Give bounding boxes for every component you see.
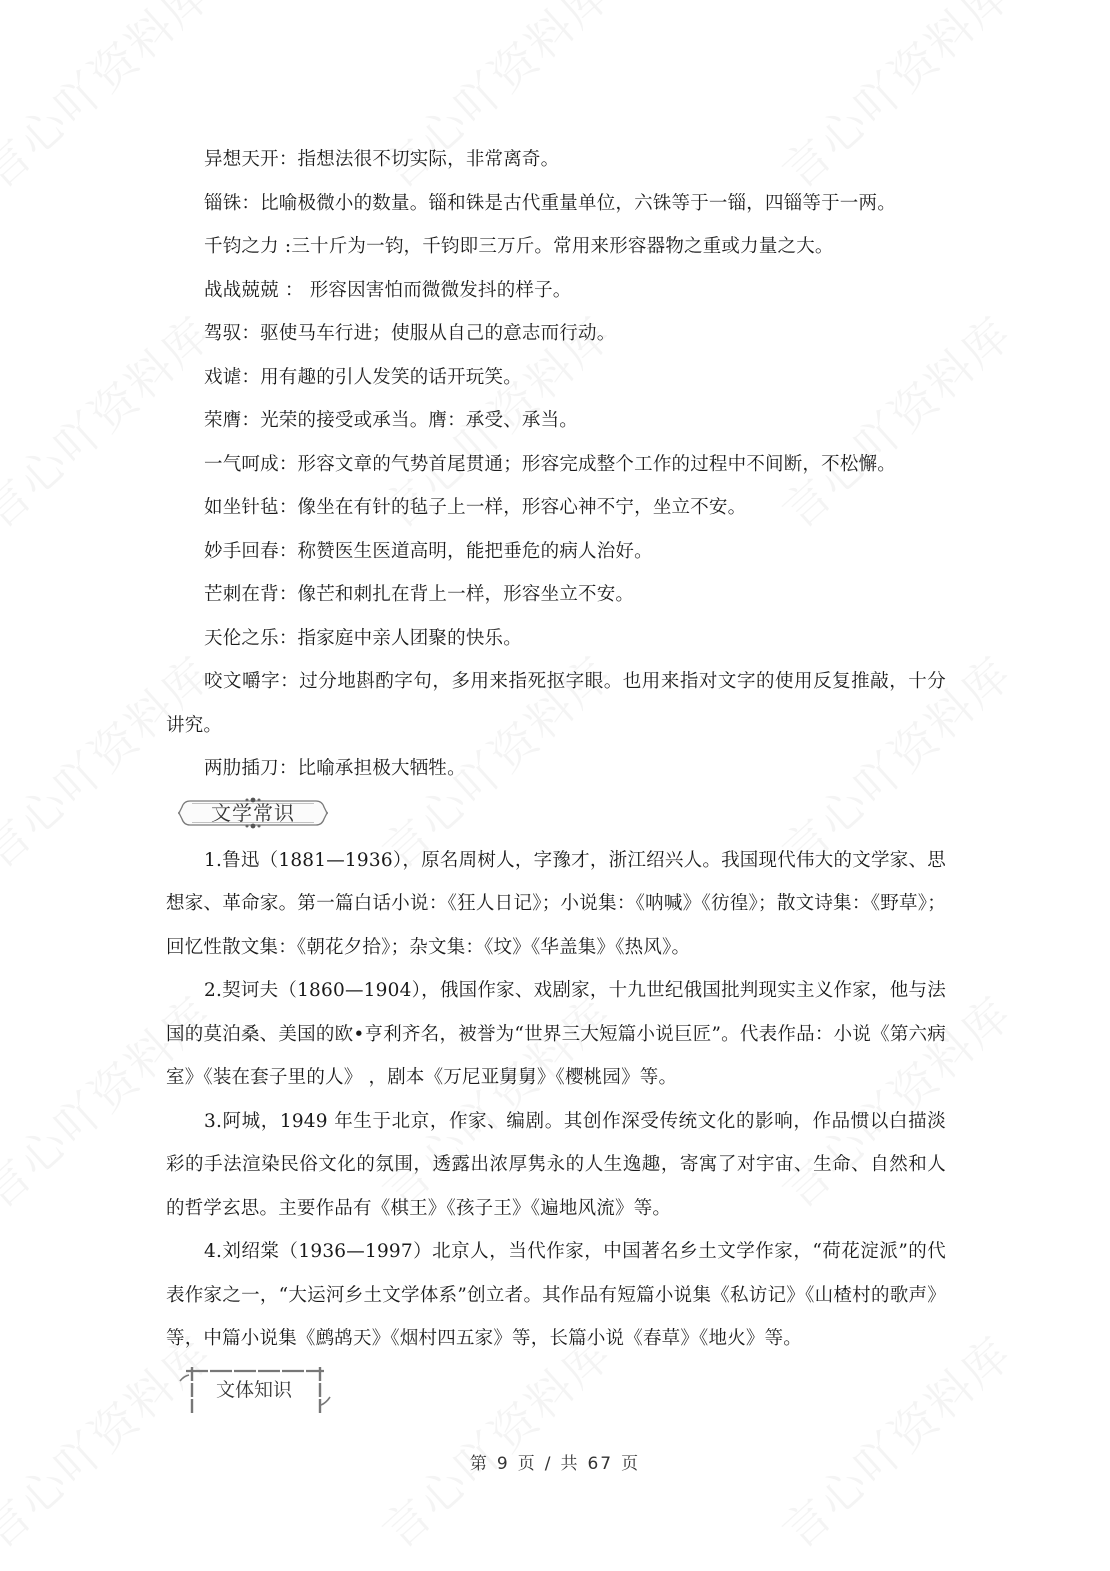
- bamboo-frame-banner: [174, 1367, 334, 1417]
- vocab-term: 驾驭: [204, 323, 242, 344]
- section-heading-literary-knowledge: [166, 791, 946, 839]
- vocab-definition: 用有趣的引人发笑的话开玩笑。: [260, 366, 522, 388]
- vocab-definition: 指家庭中亲人团聚的快乐。: [297, 627, 522, 649]
- vocab-term: 咬文嚼字: [204, 671, 281, 692]
- vocab-item: 异想天开：指想法很不切实际，非常离奇。: [204, 149, 560, 170]
- total-page-count: 67: [587, 1454, 614, 1474]
- author-entry: 2.契诃夫（1860—1904），俄国作家、戏剧家，十九世纪俄国批判现实主义作家，他与法国的莫泊桑、美国的欧•亨利齐名，被誉为“世界三大短篇小说巨匠”。代表作品：小说《第六病室》《装在套子里的人》 ，剧本《万尼亚舅舅》《樱桃园》等。: [166, 980, 946, 1088]
- author-entry: 4.刘绍棠（1936—1997）北京人，当代作家，中国著名乡土文学作家，“荷花淀派”的代表作家之一，“大运河乡土文学体系”创立者。其作品有短篇小说集《私访记》《山楂村的歌声》等，中篇小说集《鹧鸪天》《烟村四五家》等，长篇小说《春草》《地火》等。: [166, 1241, 946, 1349]
- vocab-item: 两肋插刀：比喻承担极大牺牲。: [204, 758, 466, 779]
- ornate-banner: [178, 797, 328, 829]
- vocab-definition: 称赞医生医道高明，能把垂危的病人治好。: [297, 540, 653, 562]
- author-entry: 3.阿城，1949 年生于北京，作家、编剧。其创作深受传统文化的影响，作品惯以白描淡彩的手法渲染民俗文化的氛围，透露出浓厚隽永的人生逸趣，寄寓了对宇宙、生命、自然和人的哲学玄思。主要作品有《棋王》《孩子王》《遍地风流》等。: [166, 1110, 946, 1219]
- vocab-term: 荣膺: [204, 410, 242, 431]
- vocab-item: 千钧之力 :三十斤为一钧，千钧即三万斤。常用来形容器物之重或力量之大。: [204, 236, 834, 257]
- vocab-definition: 过分地斟酌字句，多用来指死抠字眼。也用来指对文字的使用反复推敲，十分讲究。: [166, 671, 946, 736]
- vocab-definition: 三十斤为一钧，千钧即三万斤。常用来形容器物之重或力量之大。: [291, 236, 834, 257]
- vocab-term: 锱铢: [204, 192, 242, 214]
- vocab-term: 战战兢兢: [204, 279, 279, 301]
- vocab-term: 戏谑: [204, 366, 242, 388]
- vocab-definition: 比喻极微小的数量。锱和铢是古代重量单位，六铢等于一锱，四锱等于一两。: [260, 192, 896, 214]
- vocabulary-list: [166, 138, 946, 791]
- vocab-item: 芒刺在背：像芒和刺扎在背上一样，形容坐立不安。: [204, 584, 635, 605]
- vocab-definition: 像芒和刺扎在背上一样，形容坐立不安。: [297, 584, 635, 605]
- vocab-item: 荣膺：光荣的接受或承当。膺：承受、承当。: [204, 410, 579, 431]
- page-content: [166, 138, 946, 1431]
- vocab-definition: 形容因害怕而微微发抖的样子。: [309, 279, 572, 301]
- vocab-item: 驾驭：驱使马车行进；使服从自己的意志而行动。: [204, 323, 616, 344]
- vocab-term: 一气呵成: [204, 453, 279, 475]
- vocab-definition: 形容文章的气势首尾贯通；形容完成整个工作的过程中不间断，不松懈。: [297, 453, 896, 475]
- author-entry: 1.鲁迅（1881—1936），原名周树人，字豫才，浙江绍兴人。我国现代伟大的文学家、思想家、革命家。第一篇白话小说：《狂人日记》；小说集：《呐喊》《彷徨》；散文诗集：《野草》；回忆性散文集：《朝花夕拾》；杂文集：《坟》《华盖集》《热风》。: [166, 849, 946, 958]
- vocab-term: 天伦之乐: [204, 627, 279, 649]
- vocab-item: 一气呵成：形容文章的气势首尾贯通；形容完成整个工作的过程中不间断，不松懈。: [204, 453, 896, 475]
- vocab-term: 异想天开: [204, 149, 279, 170]
- vocab-definition: 比喻承担极大牺牲。: [297, 758, 466, 779]
- section-title: 文学常识: [211, 800, 295, 825]
- vocab-item: 戏谑：用有趣的引人发笑的话开玩笑。: [204, 366, 522, 388]
- vocab-term: 如坐针毡: [204, 497, 279, 518]
- vocab-definition: 光荣的接受或承当。膺：承受、承当。: [260, 410, 579, 431]
- vocab-item: 锱铢：比喻极微小的数量。锱和铢是古代重量单位，六铢等于一锱，四锱等于一两。: [204, 192, 896, 214]
- literary-knowledge-list: [166, 839, 946, 1361]
- page-footer: 第 9 页 / 共 67 页: [469, 1454, 641, 1474]
- vocab-term: 芒刺在背: [204, 584, 279, 605]
- vocab-term: 千钧之力: [204, 236, 279, 257]
- vocab-item: 战战兢兢 ： 形容因害怕而微微发抖的样子。: [204, 279, 572, 301]
- vocab-definition: 指想法很不切实际，非常离奇。: [297, 149, 560, 170]
- section-title: 文体知识: [215, 1378, 292, 1401]
- vocab-item: 如坐针毡：像坐在有针的毡子上一样，形容心神不宁，坐立不安。: [204, 497, 747, 518]
- vocab-term: 妙手回春: [204, 540, 279, 562]
- vocab-item: 咬文嚼字：过分地斟酌字句，多用来指死抠字眼。也用来指对文字的使用反复推敲，十分讲究。: [166, 671, 946, 736]
- vocab-definition: 驱使马车行进；使服从自己的意志而行动。: [260, 323, 616, 344]
- vocab-item: 天伦之乐：指家庭中亲人团聚的快乐。: [204, 627, 522, 649]
- vocab-term: 两肋插刀: [204, 758, 279, 779]
- vocab-definition: 像坐在有针的毡子上一样，形容心神不宁，坐立不安。: [297, 497, 747, 518]
- section-heading-genre-knowledge: [166, 1361, 946, 1431]
- vocab-item: 妙手回春：称赞医生医道高明，能把垂危的病人治好。: [204, 540, 653, 562]
- current-page-number: 9: [496, 1454, 510, 1474]
